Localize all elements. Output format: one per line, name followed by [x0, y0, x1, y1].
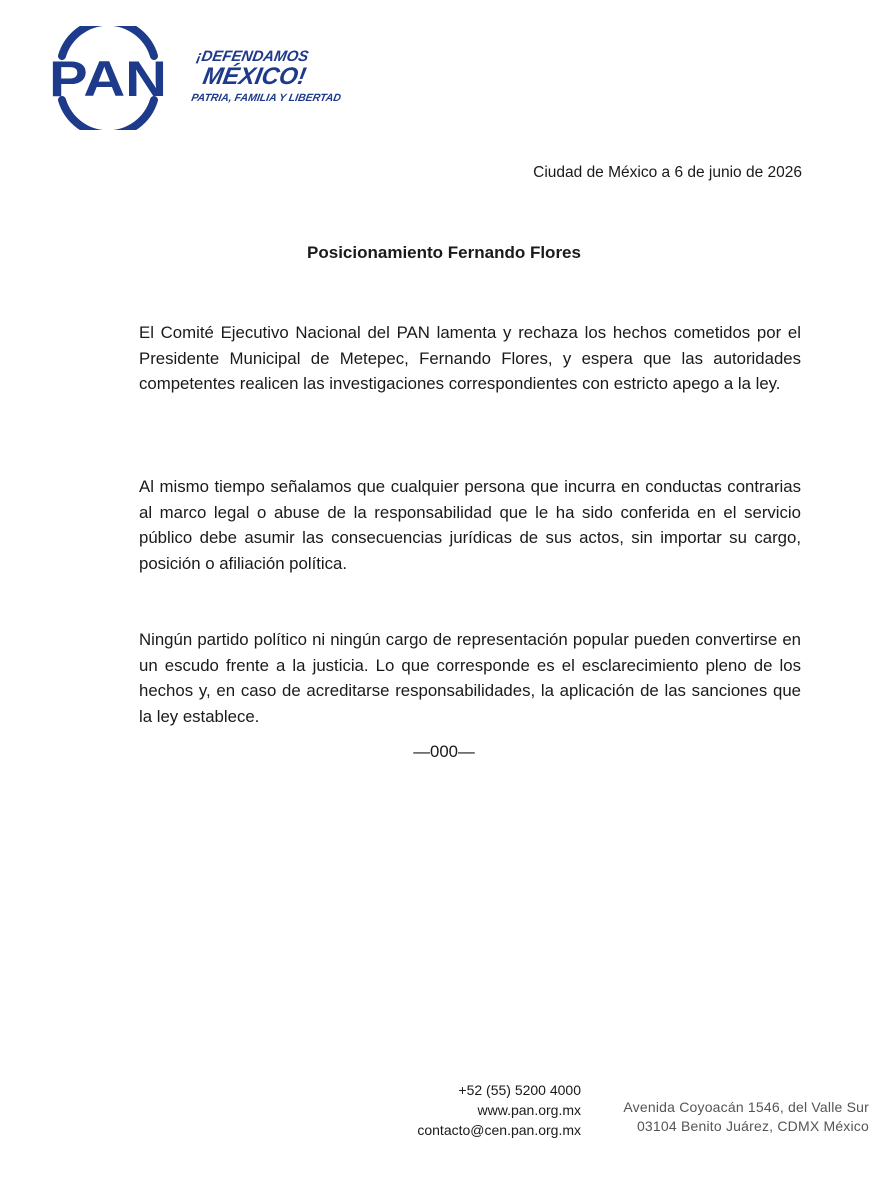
document-title: Posicionamiento Fernando Flores	[307, 243, 581, 262]
closing-separator: —000—	[413, 742, 475, 761]
pan-logo	[44, 26, 172, 130]
slogan-line-3: PATRIA, FAMILIA Y LIBERTAD	[190, 92, 342, 104]
footer-website[interactable]: www.pan.org.mx	[477, 1102, 581, 1118]
footer-address-line-1: Avenida Coyoacán 1546, del Valle Sur	[623, 1099, 869, 1115]
footer-address	[623, 1098, 869, 1136]
paragraph-3: Ningún partido político ni ningún cargo de representación popular pueden convertirse en un escudo frente a la justicia. Lo que corresponde es el esclarecimiento pleno de los hechos y, en caso de acreditarse responsabilidades, la aplicación de las sanciones que la ley establece.	[139, 630, 801, 726]
paragraph-1: El Comité Ejecutivo Nacional del PAN lamenta y rechaza los hechos cometidos por el Presidente Municipal de Metepec, Fernando Flores, y espera que las autoridades competentes realicen las investigaciones correspondientes con estricto apego a la ley.	[139, 323, 801, 393]
pan-logo-text: PAN	[49, 51, 167, 107]
slogan-line-1: ¡DEFENDAMOS	[195, 48, 310, 65]
date-line: Ciudad de México a 6 de junio de 2026	[533, 164, 802, 181]
paragraph-2: Al mismo tiempo señalamos que cualquier persona que incurra en conductas contrarias al marco legal o abuse de la responsabilidad que le ha sido conferida en el servicio público debe asumir las consecuencias jurídicas de sus actos, sin importar su cargo, posición o afiliación política.	[139, 477, 801, 573]
footer-phone: +52 (55) 5200 4000	[458, 1082, 581, 1098]
footer-contact	[417, 1080, 581, 1140]
header-logos	[44, 26, 342, 136]
footer-email[interactable]: contacto@cen.pan.org.mx	[417, 1122, 581, 1138]
slogan	[186, 48, 342, 118]
footer-address-line-2: 03104 Benito Juárez, CDMX México	[636, 1118, 869, 1134]
slogan-line-2: MÉXICO!	[200, 63, 309, 90]
